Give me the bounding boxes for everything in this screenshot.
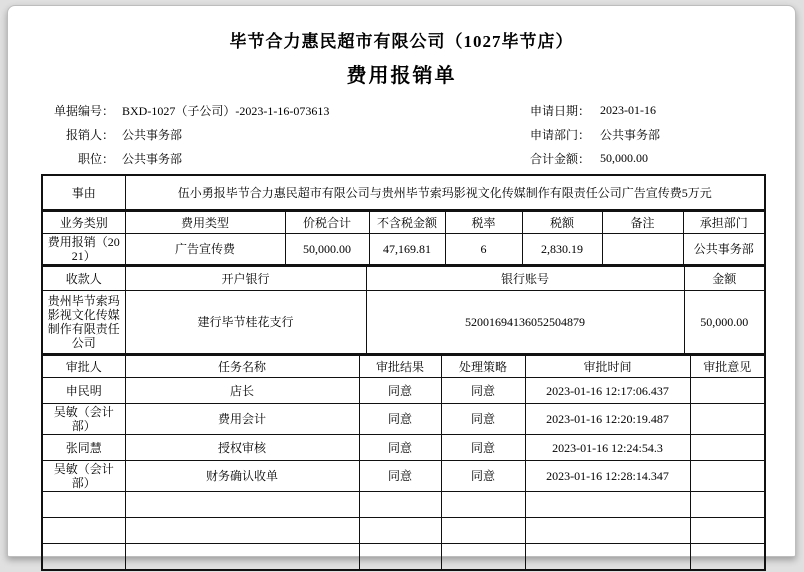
cell-approver: 吴敏（会计部） <box>42 404 125 435</box>
col-payee: 收款人 <box>42 266 125 291</box>
payee-header-row <box>42 266 765 291</box>
approval-table <box>41 354 766 571</box>
payee-row <box>42 291 765 355</box>
company-title: 毕节合力惠民超市有限公司（1027毕节店） <box>229 32 574 51</box>
header-row-2 <box>41 122 764 146</box>
cell-strategy: 同意 <box>441 461 525 492</box>
col-time: 审批时间 <box>525 355 690 378</box>
cell-remark <box>602 234 683 266</box>
cell-time <box>525 544 690 571</box>
cell-approver: 张同慧 <box>42 435 125 461</box>
cell-opinion <box>690 435 765 461</box>
col-opinion: 审批意见 <box>690 355 765 378</box>
approval-row-empty <box>42 518 765 544</box>
cell-task: 费用会计 <box>125 404 359 435</box>
reimburser-value: 公共事务部 <box>122 127 183 142</box>
cell-department: 公共事务部 <box>683 234 765 266</box>
header-row-1 <box>41 98 764 122</box>
reason-label: 事由 <box>42 175 125 210</box>
approval-row <box>42 461 765 492</box>
apply-dept-label: 申请部门： <box>529 127 590 142</box>
cell-tax-rate: 6 <box>445 234 522 266</box>
document-page <box>7 5 796 557</box>
cell-approver <box>42 544 125 571</box>
cell-opinion <box>690 378 765 404</box>
cell-task: 授权审核 <box>125 435 359 461</box>
cell-approver: 申民明 <box>42 378 125 404</box>
expense-row <box>42 234 765 266</box>
col-bank: 开户银行 <box>125 266 366 291</box>
cell-task: 店长 <box>125 378 359 404</box>
cell-result <box>359 518 441 544</box>
cell-time: 2023-01-16 12:28:14.347 <box>525 461 690 492</box>
apply-dept-value: 公共事务部 <box>600 127 661 142</box>
cell-approver <box>42 492 125 518</box>
cell-strategy: 同意 <box>441 404 525 435</box>
cell-result: 同意 <box>359 461 441 492</box>
cell-bank: 建行毕节桂花支行 <box>125 291 366 355</box>
col-amount: 金额 <box>684 266 765 291</box>
cell-opinion <box>690 518 765 544</box>
doc-no-label: 单据编号： <box>53 103 114 118</box>
cell-strategy <box>441 518 525 544</box>
cell-total-with-tax: 50,000.00 <box>285 234 369 266</box>
cell-opinion <box>690 544 765 571</box>
reason-row <box>42 175 765 210</box>
apply-date-label: 申请日期： <box>529 103 590 118</box>
apply-date-value: 2023-01-16 <box>600 102 656 117</box>
cell-expense-type: 广告宣传费 <box>125 234 285 266</box>
approval-row <box>42 378 765 404</box>
header-row-3 <box>41 146 764 170</box>
cell-opinion <box>690 404 765 435</box>
cell-payee: 贵州毕节索玛影视文化传媒制作有限责任公司 <box>42 291 125 355</box>
cell-time <box>525 492 690 518</box>
doc-no-value: BXD-1027（子公司）-2023-1-16-073613 <box>122 103 330 118</box>
col-account: 银行账号 <box>366 266 684 291</box>
cell-result <box>359 492 441 518</box>
col-approver: 审批人 <box>42 355 125 378</box>
col-tax-amount: 税额 <box>522 211 602 234</box>
cell-account: 52001694136052504879 <box>366 291 684 355</box>
approval-row-empty <box>42 544 765 571</box>
total-amount-label: 合计金额： <box>529 151 590 166</box>
cell-result <box>359 544 441 571</box>
col-total-with-tax: 价税合计 <box>285 211 369 234</box>
expense-table <box>41 210 766 266</box>
col-task: 任务名称 <box>125 355 359 378</box>
cell-opinion <box>690 461 765 492</box>
cell-strategy: 同意 <box>441 378 525 404</box>
cell-approver <box>42 518 125 544</box>
cell-amount-excl-tax: 47,169.81 <box>369 234 445 266</box>
cell-time: 2023-01-16 12:24:54.3 <box>525 435 690 461</box>
header-fields <box>41 98 764 170</box>
payee-table <box>41 265 766 355</box>
position-label: 职位： <box>77 151 114 166</box>
cell-amount: 50,000.00 <box>684 291 765 355</box>
cell-time: 2023-01-16 12:20:19.487 <box>525 404 690 435</box>
cell-time <box>525 518 690 544</box>
reimburser-label: 报销人： <box>65 127 114 142</box>
cell-strategy: 同意 <box>441 435 525 461</box>
cell-approver: 吴敏（会计部） <box>42 461 125 492</box>
cell-result: 同意 <box>359 378 441 404</box>
approval-header-row <box>42 355 765 378</box>
col-strategy: 处理策略 <box>441 355 525 378</box>
col-result: 审批结果 <box>359 355 441 378</box>
cell-strategy <box>441 544 525 571</box>
cell-task <box>125 544 359 571</box>
cell-strategy <box>441 492 525 518</box>
approval-row <box>42 435 765 461</box>
approval-row <box>42 404 765 435</box>
cell-task: 财务确认收单 <box>125 461 359 492</box>
col-amount-excl-tax: 不含税金额 <box>369 211 445 234</box>
col-expense-type: 费用类型 <box>125 211 285 234</box>
cell-result: 同意 <box>359 404 441 435</box>
cell-business-type: 费用报销（2021） <box>42 234 125 266</box>
col-department: 承担部门 <box>683 211 765 234</box>
cell-tax-amount: 2,830.19 <box>522 234 602 266</box>
reason-table <box>41 174 766 211</box>
position-value: 公共事务部 <box>122 151 183 166</box>
cell-task <box>125 492 359 518</box>
total-amount-value: 50,000.00 <box>600 150 648 165</box>
form-title: 费用报销单 <box>346 65 457 87</box>
reason-value: 伍小勇报毕节合力惠民超市有限公司与贵州毕节索玛影视文化传媒制作有限责任公司广告宣传费5万元 <box>125 175 765 210</box>
cell-task <box>125 518 359 544</box>
col-remark: 备注 <box>602 211 683 234</box>
col-tax-rate: 税率 <box>445 211 522 234</box>
cell-opinion <box>690 492 765 518</box>
expense-header-row <box>42 211 765 234</box>
cell-time: 2023-01-16 12:17:06.437 <box>525 378 690 404</box>
approval-row-empty <box>42 492 765 518</box>
cell-result: 同意 <box>359 435 441 461</box>
col-business-type: 业务类别 <box>42 211 125 234</box>
